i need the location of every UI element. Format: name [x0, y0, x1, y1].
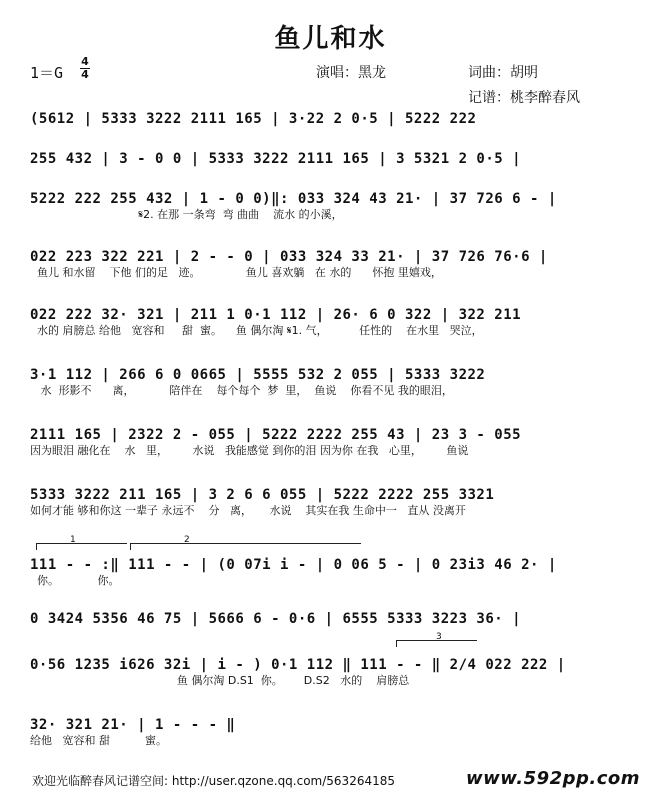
volta-bracket-2 [130, 543, 361, 550]
score-row-2 [30, 150, 630, 168]
notation-line: 022 223 322 221 | 2 - - 0 | 033 324 33 21· | 37 726 76·6 | [30, 249, 548, 265]
song-title: 鱼儿和水 [274, 24, 387, 54]
notation-line: 0 3424 5356 46 75 | 5666 6 - 0·6 | 6555 5333 3223 36· | [30, 611, 522, 627]
lyric-line: 鱼 偶尔淘 D.S1 你。 D.S2 水的 肩膀总 [30, 674, 410, 687]
lyric-line: 水的 肩膀总 给他 宽容和 甜 蜜。 鱼 偶尔淘 𝄋1. 气， 任性的 在水里 哭泣， [30, 324, 483, 337]
notation-line: 3·1 112 | 266 6 0 0665 | 5555 532 2 055 | 5333 3222 [30, 367, 486, 383]
score-row-9 [30, 556, 630, 588]
composer-credit: 词曲：胡明 [468, 65, 538, 81]
notation-line: 255 432 | 3 - 0 0 | 5333 3222 2111 165 | 3 5321 2 0·5 | [30, 151, 522, 167]
score-row-12 [30, 716, 630, 748]
score-row-6 [30, 366, 630, 398]
volta-bracket-1 [36, 543, 127, 550]
score-row-4 [30, 248, 630, 280]
footer-credit: 欢迎光临醉春风记谱空间: http://user.qzone.qq.com/563264185 [32, 774, 396, 788]
key-signature: 1＝G [30, 64, 64, 82]
notation-line: 5333 3222 211 165 | 3 2 6 6 055 | 5222 2222 255 3321 [30, 487, 495, 503]
lyric-line: 𝄋2. 在那 一条弯 弯 曲曲 流水 的小溪， [30, 208, 343, 221]
score-row-3 [30, 190, 630, 222]
score-row-5 [30, 306, 630, 338]
notation-line: 111 - - :‖ 111 - - | (0 07i i - | 0 06 5 - | 0 23i3 46 2· | [30, 557, 557, 573]
lyric-line: 水 形影不 离， 陪伴在 每个每个 梦 里， 鱼说 你看不见 我的眼泪， [30, 384, 453, 397]
volta-number-2: 2 [184, 535, 190, 545]
score-row-7 [30, 426, 630, 458]
lyric-line: 鱼儿 和水留 下他 们的足 迹。 鱼儿 喜欢躺 在 水的 怀抱 里嬉戏， [30, 266, 442, 279]
score-row-8 [30, 486, 630, 518]
site-watermark: www.592pp.com [466, 768, 641, 789]
volta-number-1: 1 [70, 535, 76, 545]
lyric-line: 如何才能 够和你这 一辈子 永远不 分 离， 水说 其实在我 生命中一 直从 没离开 [30, 504, 466, 517]
notation-line: 5222 222 255 432 | 1 - 0 0)‖: 033 324 43 21· | 37 726 6 - | [30, 191, 557, 207]
lyric-line: 给他 宽容和 甜 蜜。 [30, 734, 167, 747]
lyric-line: 你。 你。 [30, 574, 120, 587]
score-row-11 [30, 656, 630, 688]
singer-credit: 演唱：黑龙 [316, 65, 386, 81]
triplet-number: 3 [436, 632, 442, 642]
notation-line: 32· 321 21· | 1 - - - ‖ [30, 717, 236, 733]
time-signature [80, 56, 90, 81]
time-signature-bottom: 4 [81, 68, 89, 81]
notation-line: 022 222 32· 321 | 211 1 0·1 112 | 26· 6 0 322 | 322 211 [30, 307, 522, 323]
score-row-1 [30, 110, 630, 128]
time-signature-top: 4 [81, 55, 89, 68]
notation-line: (5612 | 5333 3222 2111 165 | 3·22 2 0·5 | 5222 222 [30, 111, 477, 127]
notation-line: 2111 165 | 2322 2 - 055 | 5222 2222 255 43 | 23 3 - 055 [30, 427, 522, 443]
lyric-line: 因为眼泪 融化在 水 里， 水说 我能感觉 到你的泪 因为你 在我 心里， 鱼说 [30, 444, 469, 457]
notation-line: 0·56 1235 i626 32i | i - ) 0·1 112 ‖ 111 - - ‖ 2/4 022 222 | [30, 657, 566, 673]
score-row-10 [30, 610, 630, 628]
transcriber-credit: 记谱：桃李醉春风 [468, 90, 580, 106]
